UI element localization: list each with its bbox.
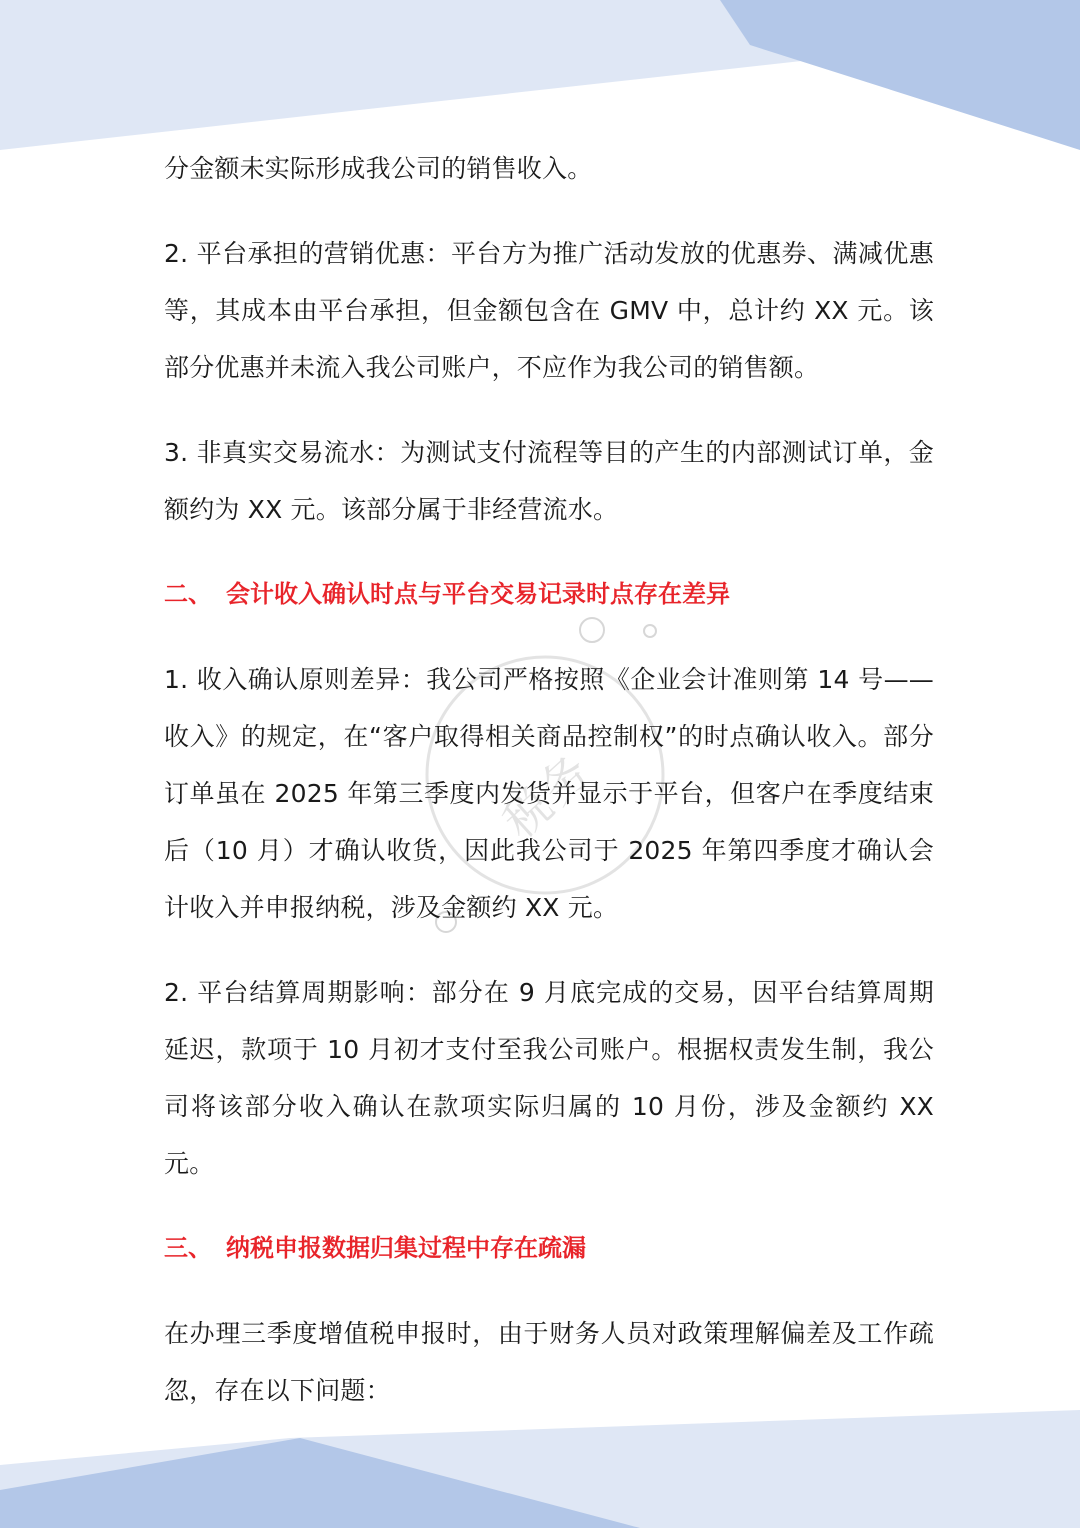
section-number: 二、	[164, 580, 212, 608]
top-band-mid	[720, 0, 1080, 150]
section-title: 纳税申报数据归集过程中存在疏漏	[226, 1234, 586, 1262]
paragraph-tax-filing: 在办理三季度增值税申报时，由于财务人员对政策理解偏差及工作疏忽，存在以下问题：	[164, 1319, 934, 1405]
paragraph-platform-discount: 2. 平台承担的营销优惠：平台方为推广活动发放的优惠券、满减优惠等，其成本由平台承担，但金额包含在 GMV 中，总计约 XX 元。该部分优惠并未流入我公司账户，不应作为我公司的销售额。	[164, 239, 934, 382]
document-body	[164, 140, 934, 1447]
paragraph-continuation: 分金额未实际形成我公司的销售收入。	[164, 154, 593, 183]
section-title: 会计收入确认时点与平台交易记录时点存在差异	[226, 580, 730, 608]
section-heading-2	[164, 566, 934, 623]
paragraph-revenue-principle: 1. 收入确认原则差异：我公司严格按照《企业会计准则第 14 号——收入》的规定，在“客户取得相关商品控制权”的时点确认收入。部分订单虽在 2025 年第三季度内发货并显示于平台，但客户在季度结束后（10 月）才确认收货，因此我公司于 2025 年第四季度才确认会计收入并申报纳税，涉及金额约 XX 元。	[164, 665, 934, 922]
watermark-text: 税务	[492, 741, 604, 849]
paragraph-test-orders: 3. 非真实交易流水：为测试支付流程等目的产生的内部测试订单，金额约为 XX 元。该部分属于非经营流水。	[164, 438, 934, 524]
paragraph-settlement-cycle: 2. 平台结算周期影响：部分在 9 月底完成的交易，因平台结算周期延迟，款项于 10 月初才支付至我公司账户。根据权责发生制，我公司将该部分收入确认在款项实际归属的 10 月份，涉及金额约 XX 元。	[164, 978, 934, 1178]
section-number: 三、	[164, 1234, 212, 1262]
section-heading-3	[164, 1220, 934, 1277]
